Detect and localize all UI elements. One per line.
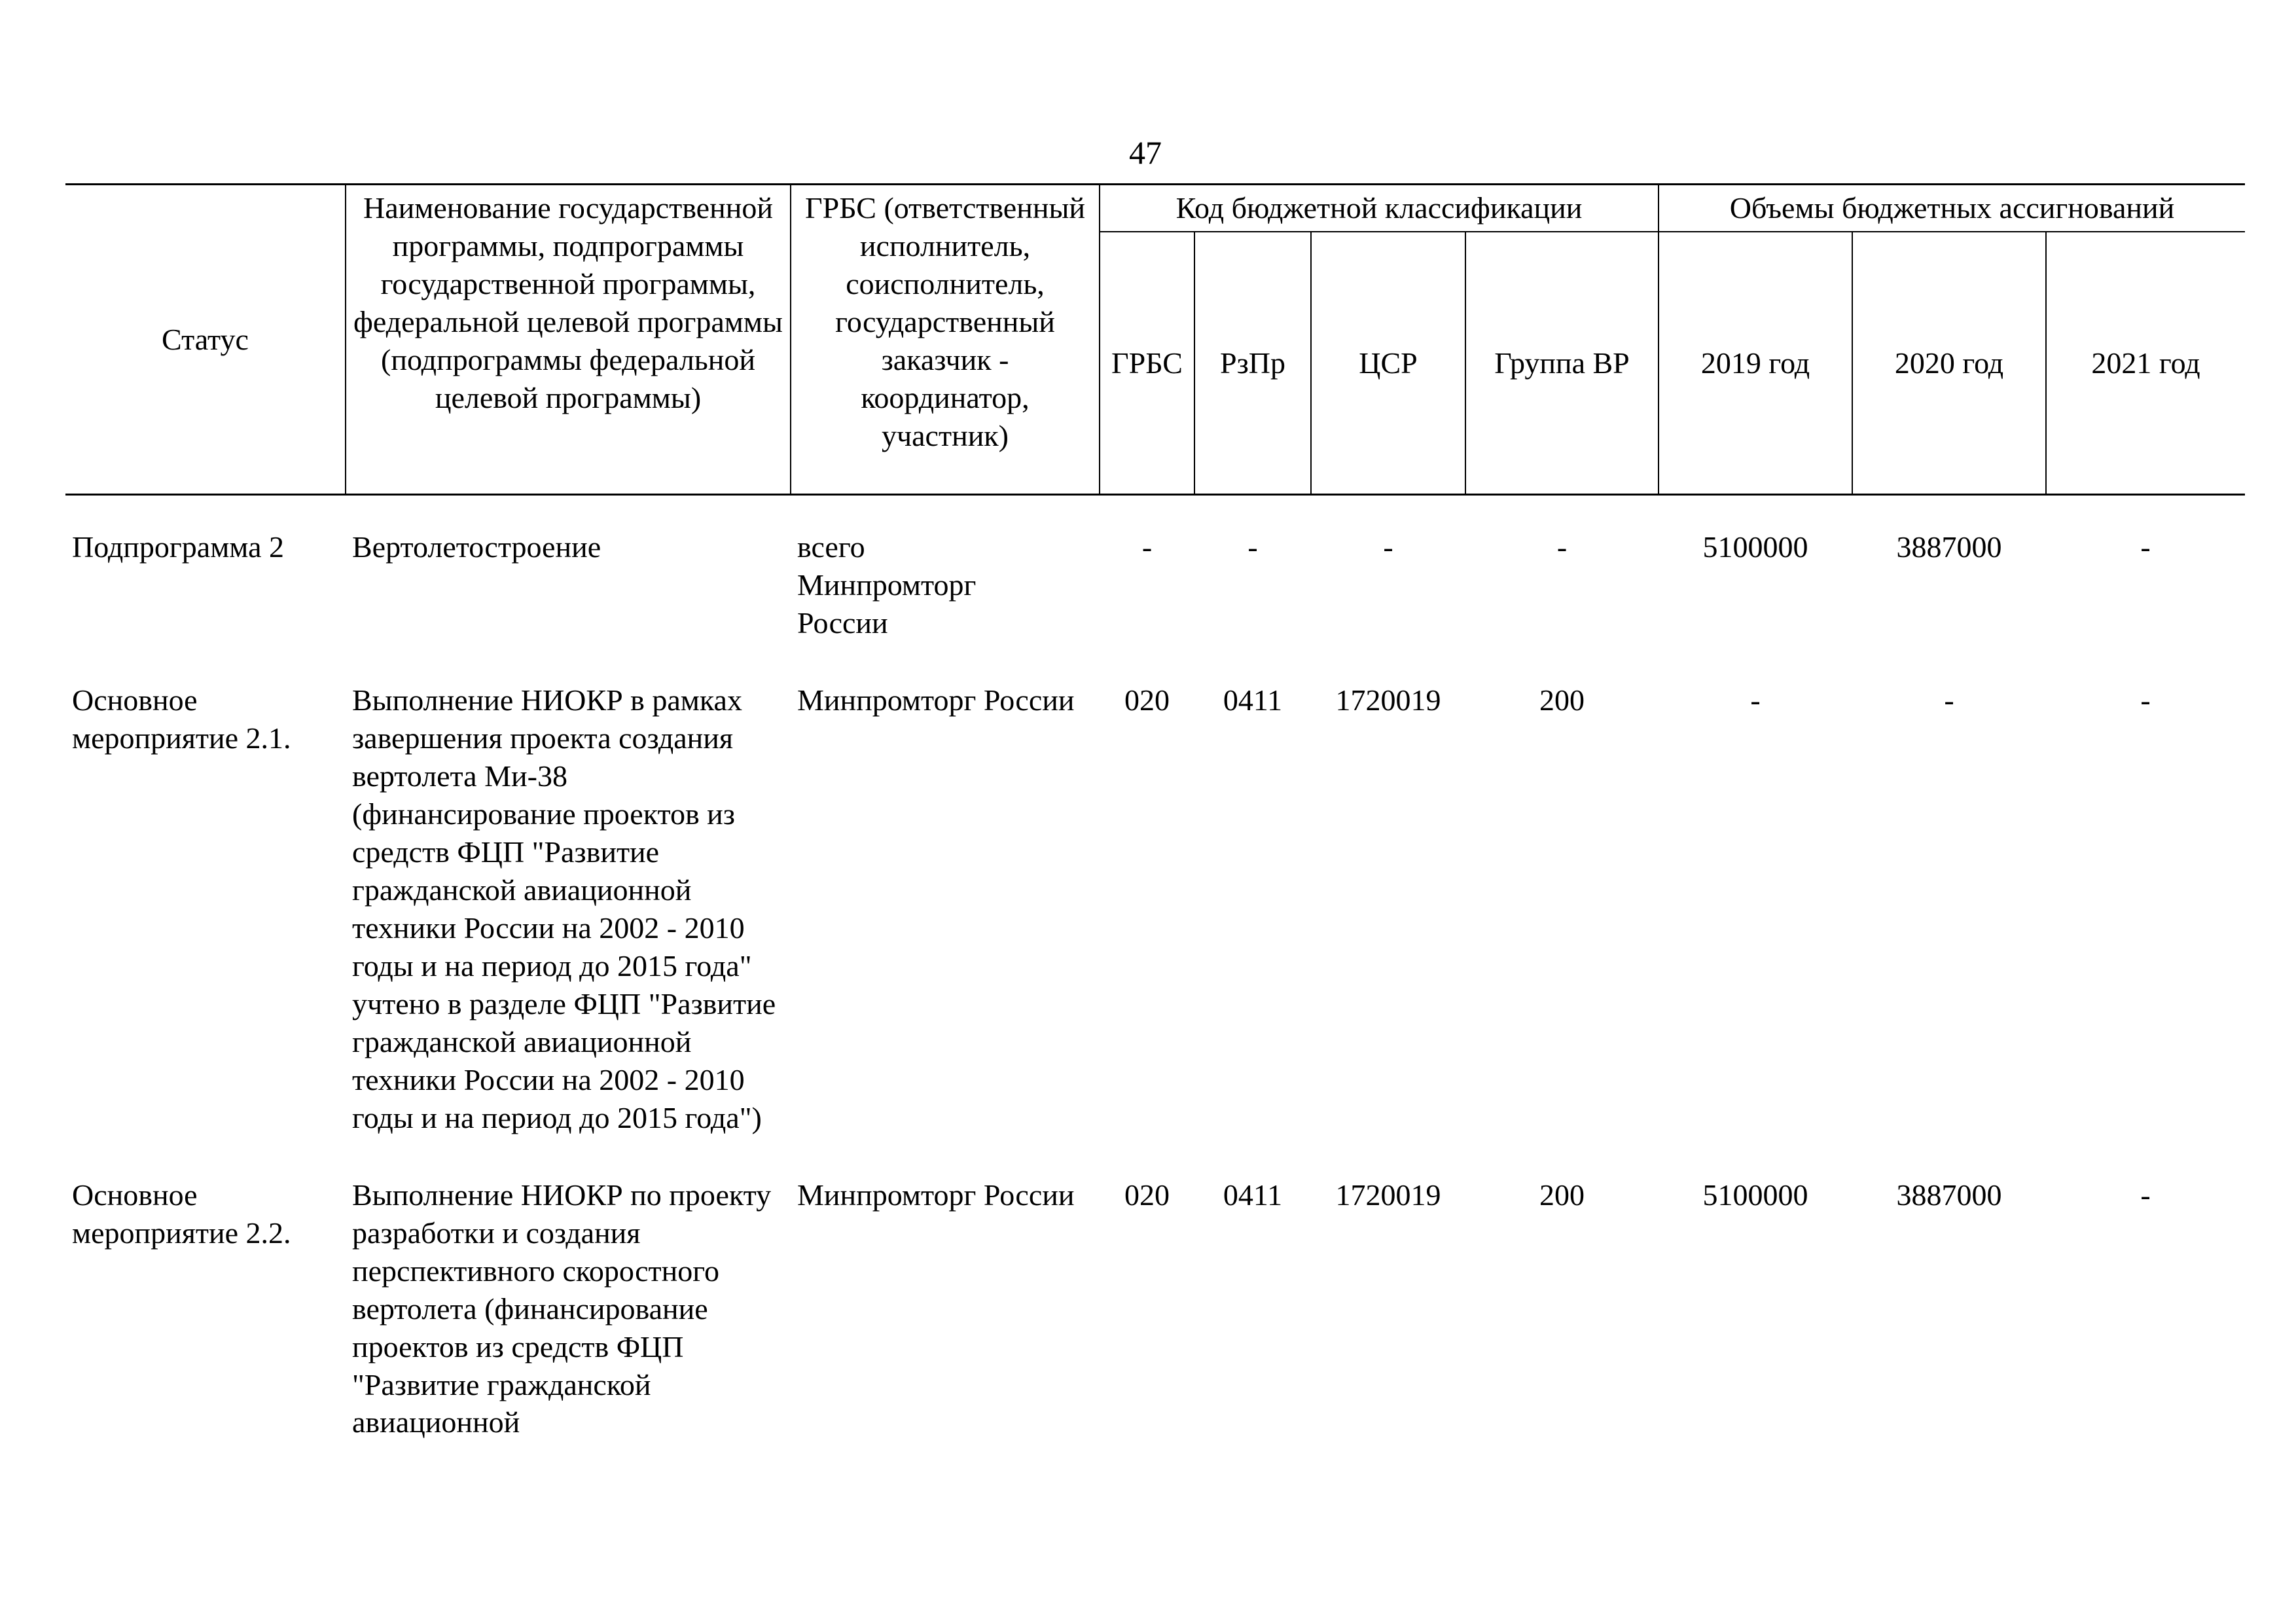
- header-responsible: ГРБС (ответственный исполнитель, соисполнитель, государственный заказчик - координатор, участник): [791, 185, 1100, 495]
- header-year-2021: 2021 год: [2046, 232, 2245, 495]
- row-csr: -: [1383, 530, 1393, 564]
- header-rzpr: РзПр: [1194, 232, 1311, 495]
- header-vr-group: Группа ВР: [1465, 232, 1659, 495]
- row-grbs: 020: [1124, 683, 1170, 717]
- header-name: Наименование государственной программы, подпрограммы государственной программы, федеральной целевой программы (подпрограммы федеральной целевой программы): [346, 185, 791, 495]
- budget-table: [65, 183, 2245, 1441]
- row-2021: -: [2140, 530, 2151, 564]
- table-body: [65, 495, 2245, 1441]
- row-responsible-text: всего Минпромторг России: [797, 530, 977, 640]
- budget-table-container: [65, 183, 2245, 1441]
- row-name: Вертолетостроение: [352, 530, 601, 564]
- row-rzpr: -: [1247, 530, 1258, 564]
- header-year-2019: 2019 год: [1659, 232, 1852, 495]
- row-vr: 200: [1539, 683, 1585, 717]
- row-grbs: 020: [1124, 1178, 1170, 1212]
- header-year-2020: 2020 год: [1852, 232, 2046, 495]
- row-grbs: -: [1141, 530, 1153, 564]
- row-rzpr: 0411: [1223, 1178, 1283, 1212]
- row-2021: -: [2140, 1178, 2151, 1212]
- row-responsible: Минпромторг России: [797, 683, 1075, 717]
- header-status: Статус: [65, 185, 346, 495]
- header-budget-code: Код бюджетной классификации: [1100, 185, 1659, 232]
- row-vr: -: [1556, 530, 1568, 564]
- row-responsible: Минпромторг России: [797, 1178, 1075, 1212]
- row-name: Выполнение НИОКР по проекту разработки и создания перспективного скоростного вертолета (финансирование проектов из средств ФЦП "Развитие гражданской авиационной: [352, 1178, 772, 1439]
- row-2020: 3887000: [1896, 530, 2002, 564]
- table-row: [65, 1176, 2245, 1442]
- row-status: Основное мероприятие 2.2.: [72, 1178, 291, 1250]
- page-number: 47: [1129, 134, 1162, 171]
- header-csr: ЦСР: [1311, 232, 1465, 495]
- row-2020: 3887000: [1896, 1178, 2002, 1212]
- table-row: [65, 528, 2245, 681]
- row-status: Подпрограмма 2: [72, 530, 285, 564]
- row-status: Основное мероприятие 2.1.: [72, 683, 291, 755]
- row-2019: -: [1750, 683, 1761, 717]
- header-grbs: ГРБС: [1100, 232, 1194, 495]
- row-2021: -: [2140, 683, 2151, 717]
- row-2019: 5100000: [1702, 1178, 1808, 1212]
- table-spacer: [65, 495, 2245, 529]
- header-row-1: [65, 185, 2245, 232]
- row-rzpr: 0411: [1223, 683, 1283, 717]
- row-vr: 200: [1539, 1178, 1585, 1212]
- table-row: [65, 681, 2245, 1176]
- row-csr: 1720019: [1335, 683, 1441, 717]
- header-budget-volume: Объемы бюджетных ассигнований: [1659, 185, 2245, 232]
- row-csr: 1720019: [1335, 1178, 1441, 1212]
- table-header: [65, 185, 2245, 495]
- row-name: Выполнение НИОКР в рамках завершения проекта создания вертолета Ми-38 (финансирование проектов из средств ФЦП "Развитие гражданской авиационной техники России на 2002 - 2010 годы и на период до 2015 года" учтено в разделе ФЦП "Развитие гражданской авиационной техники России на 2002 - 2010 годы и на период до 2015 года"): [352, 683, 776, 1134]
- row-2020: -: [1944, 683, 1954, 717]
- row-2019: 5100000: [1702, 530, 1808, 564]
- row-responsible: [791, 528, 1100, 681]
